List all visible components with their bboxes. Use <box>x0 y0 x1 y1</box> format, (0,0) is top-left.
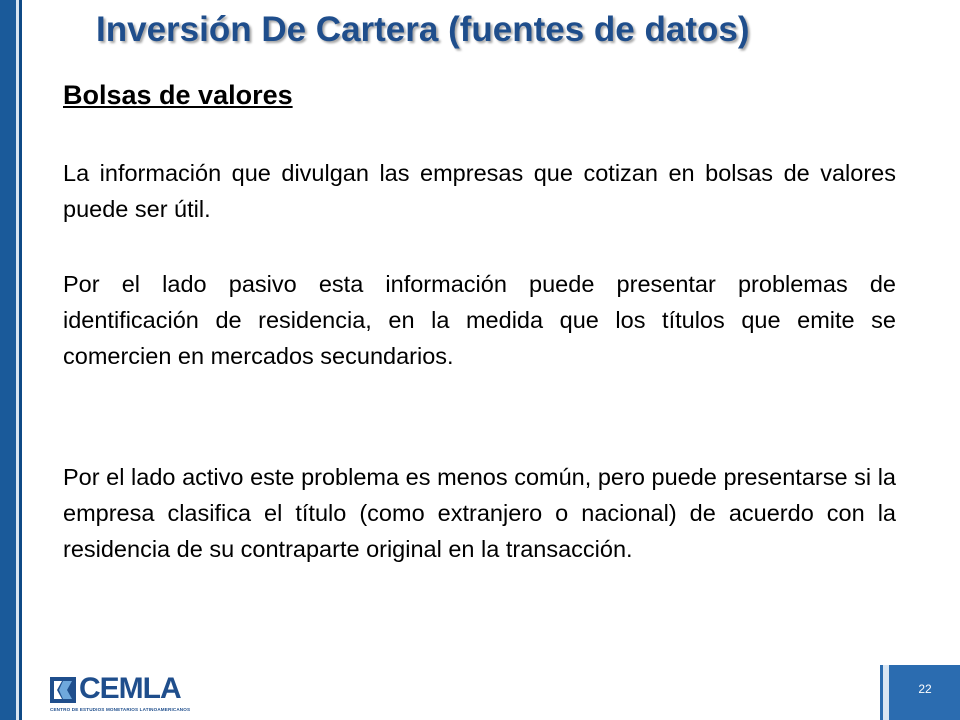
page-number: 22 <box>918 682 932 696</box>
page-box-divider <box>883 665 889 720</box>
paragraph-3: Por el lado activo este problema es menos común, pero puede presentarse si la empresa clasifica el título (como extranjero o nacional) de acuerdo con la residencia de su contraparte original en la transacción. <box>63 464 896 562</box>
left-accent-line <box>19 0 22 720</box>
cemla-logo <box>50 672 198 715</box>
paragraph-1: La información que divulgan las empresas que cotizan en bolsas de valores puede ser útil. <box>63 160 896 222</box>
logo-name: CEMLA <box>79 672 181 705</box>
slide-title: Inversión De Cartera (fuentes de datos) <box>96 10 750 49</box>
logo-subtitle: CENTRO DE ESTUDIOS MONETARIOS LATINOAMERICANOS <box>50 707 191 712</box>
cemla-logo-mark-icon <box>50 677 76 703</box>
paragraph-2: Por el lado pasivo esta información puede presentar problemas de identificación de residencia, en la medida que los títulos que emite se comercien en mercados secundarios. <box>63 271 896 369</box>
left-accent-bar <box>0 0 19 720</box>
section-heading: Bolsas de valores <box>63 80 293 110</box>
